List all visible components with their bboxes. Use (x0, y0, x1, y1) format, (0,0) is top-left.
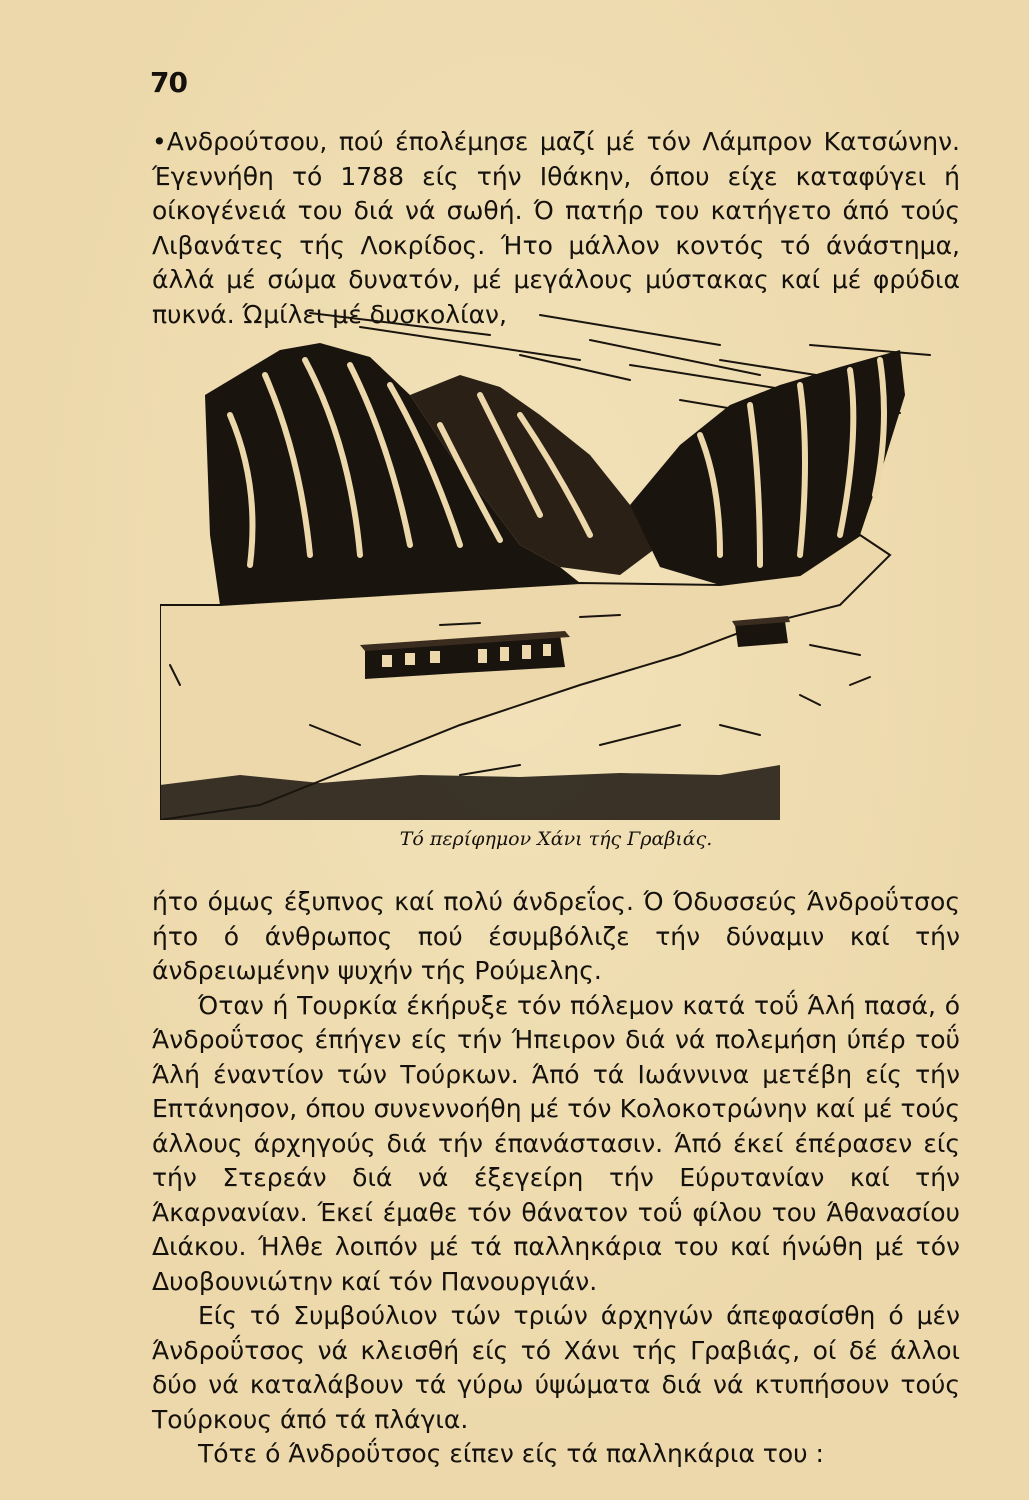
bottom-text-block (152, 885, 960, 1472)
paragraph: ήτο όμως έξυπνος καί πολύ άνδρεΐος. Ό Όδυσσεύς Άνδροΰτσος ήτο ό άνθρωπος πού έσυμβόλιζε τήν δύναμιν καί τήν άνδρειωμένην ψυχήν τής Ρούμελης. (152, 887, 960, 985)
paragraph: Όταν ή Τουρκία έκήρυξε τόν πόλεμον κατά τοΰ Άλή πασά, ό Άνδροΰτσος έπήγεν είς τήν Ήπειρον διά νά πολεμήση ύπέρ τοΰ Άλή έναντίον τών Τούρκων. Άπό τά Ιωάννινα μετέβη είς τήν Επτάνησον, όπου συνεννοήθη μέ τόν Κολοκοτρώνην καί μέ τούς άλλους άρχηγούς διά τήν έπανάστασιν. Άπό έκεί έπέρασεν είς τήν Στερεάν διά νά έξεγείρη τήν Εύρυτανίαν καί τήν Άκαρνανίαν. Έκεί έμαθε τόν θάνατον τοΰ φίλου του Άθανασίου Διάκου. Ήλθε λοιπόν μέ τά παλληκάρια του καί ήνώθη μέ τόν Δυοβουνιώτην καί τόν Πανουργιάν. (152, 990, 960, 1296)
top-text-block (152, 125, 960, 332)
mountain-inn-illustration (160, 305, 960, 820)
paragraph: Είς τό Συμβούλιον τών τριών άρχηγών άπεφασίσθη ό μέν Άνδροΰτσος νά κλεισθή είς τό Χάνι τής Γραβιάς, οί δέ άλλοι δύο νά καταλάβουν τά γύρω ύψώματα διά νά κτυπήσουν τούς Τούρκους άπό τά πλάγια. (152, 1301, 960, 1434)
page-number: 70 (150, 66, 187, 99)
paragraph: •Ανδρούτσου, πού έπολέμησε μαζί μέ τόν Λάμπρον Κατσώνην. Έγεννήθη τό 1788 είς τήν Ιθάκην, όπου είχε καταφύγει ή οίκογένειά του διά νά σωθή. Ό πατήρ του κατήγετο άπό τούς Λιβανάτες τής Λοκρίδος. Ήτο μάλλον κοντός τό άνάστημα, άλλά μέ σώμα δυνατόν, μέ μεγάλους μύστακας καί μέ φρύδια πυκνά. Ώμίλει μέ δυσκολίαν, (152, 127, 960, 329)
paragraph: Τότε ό Άνδροΰτσος είπεν είς τά παλληκάρια του : (198, 1439, 824, 1468)
figure-caption: Τό περίφημον Χάνι τής Γραβιάς. (399, 828, 713, 850)
